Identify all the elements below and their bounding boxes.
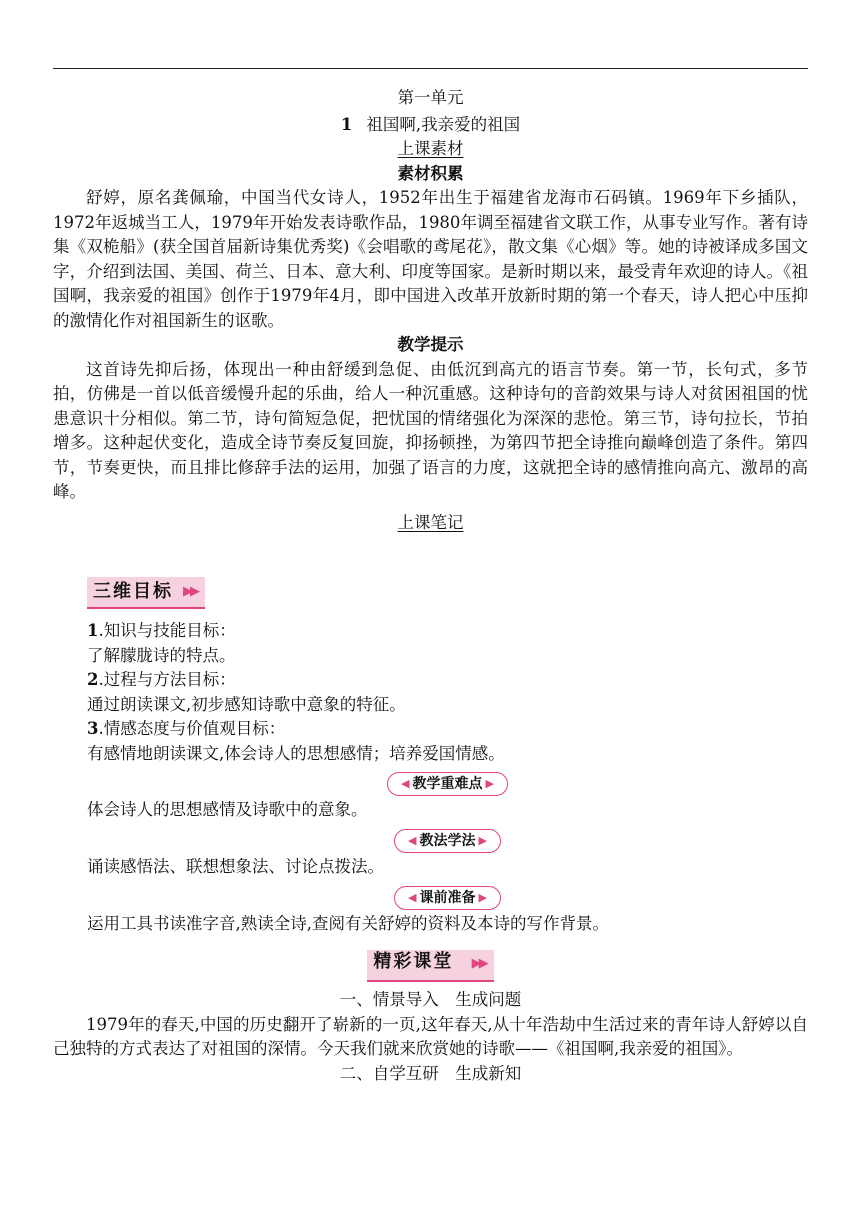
method-tag-row [87, 827, 808, 853]
goal-head: 2.过程与方法目标： [87, 670, 236, 689]
spacer [53, 535, 808, 577]
lesson-title [53, 113, 808, 138]
goal-head: 3.情感态度与价值观目标： [87, 719, 286, 738]
chevron-left-icon: ◀ [408, 890, 417, 904]
chevron-right-icon: ▶ [485, 777, 494, 790]
lesson-number: 1 [340, 114, 353, 134]
accum-title: 素材积累 [397, 163, 464, 183]
double-chevron-right-icon: ▶▶ [183, 583, 197, 599]
chevron-right-icon: ▶ [478, 890, 487, 904]
step2-title: 二、自学互研 生成新知 [339, 1063, 522, 1083]
method-text: 诵读感悟法、联想想象法、讨论点拨法。 [87, 857, 384, 876]
goal-body: 了解朦胧诗的特点。 [87, 645, 236, 665]
key-text: 体会诗人的思想感情及诗歌中的意象。 [87, 800, 368, 820]
section-title-notes: 上课笔记 [397, 512, 464, 532]
step1-paragraph: 1979年的春天,中国的历史翻开了崭新的一页,这年春天,从十年浩劫中生活过来的青年诗人舒婷以自己独特的方式表达了对祖国的深情。今天我们就来欣赏她的诗歌——《祖国啊,我亲爱的祖国》。 [53, 1014, 808, 1059]
lesson-title-text: 祖国啊,我亲爱的祖国 [366, 114, 521, 134]
chevron-left-icon: ◀ [408, 833, 417, 847]
key-tag: ◀ 教学重难点 ▶ [387, 772, 508, 796]
double-chevron-right-icon: ▶▶ [471, 956, 486, 972]
tips-paragraph: 这首诗先抑后扬，体现出一种由舒缓到急促、由低沉到高亢的语言节奏。第一节，长句式，多节拍，仿佛是一首以低音缓慢升起的乐曲，给人一种沉重感。这种诗句的音韵效果与诗人对贫困祖国的忧患意识十分相似。第二节，诗句简短急促，把忧国的情绪强化为深深的悲怆。第三节，诗句拉长，节拍增多。这种起伏变化，造成全诗节奏反复回旋，抑扬顿挫，为第四节把全诗推向巅峰创造了条件。第四节，节奏更快，而且排比修辞手法的运用，加强了语言的力度，这就把全诗的感情推向高亢、激昂的高峰。 [53, 359, 808, 501]
goals-banner-label: 三维目标 [93, 580, 173, 602]
prep-tag: ◀ 课前准备 ▶ [394, 886, 501, 910]
classroom-banner [367, 950, 493, 982]
goal-head: 1.知识与技能目标： [87, 621, 236, 640]
goal-body: 通过朗读课文,初步感知诗歌中意象的特征。 [87, 694, 406, 714]
method-tag: ◀ 教法学法 ▶ [394, 829, 501, 853]
chevron-right-icon: ▶ [478, 833, 487, 847]
goals-banner [87, 577, 205, 609]
step1-title: 一、情景导入 生成问题 [339, 990, 522, 1010]
prep-tag-row [87, 884, 808, 910]
page-content [53, 86, 808, 1086]
key-tag-row [87, 770, 808, 796]
chevron-left-icon: ◀ [401, 777, 410, 790]
goal-body: 有感情地朗读课文,体会诗人的思想感情；培养爱国情感。 [87, 743, 505, 763]
section-title-material: 上课素材 [397, 139, 464, 158]
tips-title: 教学提示 [397, 335, 464, 354]
goals-list [87, 619, 808, 936]
prep-text: 运用工具书读准字音,熟读全诗,查阅有关舒婷的资料及本诗的写作背景。 [87, 913, 609, 933]
unit-title: 第一单元 [397, 88, 464, 107]
classroom-banner-label: 精彩课堂 [373, 951, 454, 973]
accum-paragraph: 舒婷，原名龚佩瑜，中国当代女诗人，1952年出生于福建省龙海市石码镇。1969年下乡插队，1972年返城当工人，1979年开始发表诗歌作品，1980年调至福建省文联工作，从事专业写作。著有诗集《双桅船》(获全国首届新诗集优秀奖)《会唱歌的鸢尾花》，散文集《心烟》等。她的诗被译成多国文字，介绍到法国、美国、荷兰、日本、意大利、印度等国家。是新时期以来，最受青年欢迎的诗人。《祖国啊，我亲爱的祖国》创作于1979年4月，即中国进入改革开放新时期的第一个春天，诗人把心中压抑的激情化作对祖国新生的讴歌。 [53, 188, 808, 330]
top-rule [53, 68, 808, 69]
